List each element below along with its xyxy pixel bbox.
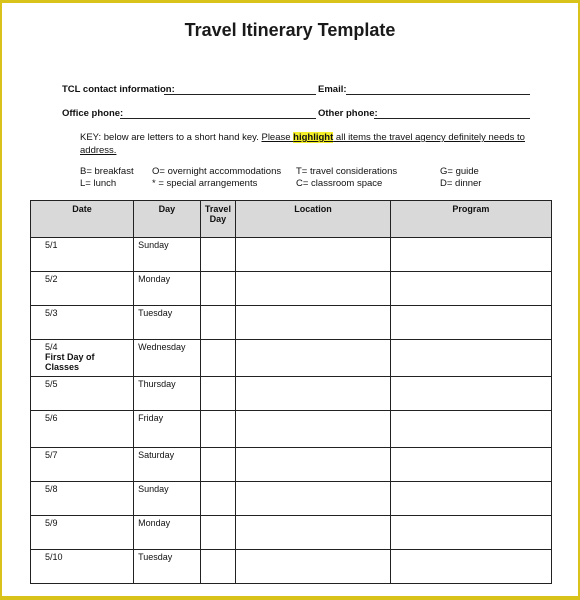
date-value: 5/2 xyxy=(45,274,58,284)
date-value: 5/9 xyxy=(45,518,58,528)
table-row xyxy=(31,550,552,584)
day-cell: Tuesday xyxy=(134,550,201,584)
tcl-contact-label: TCL contact information: xyxy=(62,84,175,95)
date-cell xyxy=(31,272,134,306)
date-cell xyxy=(31,238,134,272)
date-value: 5/3 xyxy=(45,308,58,318)
program-cell[interactable] xyxy=(390,482,551,516)
header-location: Location xyxy=(236,201,391,238)
location-cell[interactable] xyxy=(236,448,391,482)
date-cell xyxy=(31,377,134,411)
email-label: Email: xyxy=(318,84,347,95)
day-cell: Thursday xyxy=(134,377,201,411)
date-value: 5/10 xyxy=(45,552,63,562)
table-header-row xyxy=(31,201,552,238)
location-cell[interactable] xyxy=(236,377,391,411)
travel-day-cell[interactable] xyxy=(200,550,235,584)
legend-special: * = special arrangements xyxy=(152,178,258,189)
legend-col-1 xyxy=(80,166,134,190)
travel-day-cell[interactable] xyxy=(200,238,235,272)
office-phone-field[interactable] xyxy=(120,118,316,119)
legend-guide: G= guide xyxy=(440,166,479,177)
date-cell xyxy=(31,482,134,516)
legend-travel: T= travel considerations xyxy=(296,166,398,177)
day-cell: Friday xyxy=(134,411,201,448)
legend-col-2 xyxy=(152,166,281,190)
header-day: Day xyxy=(134,201,201,238)
table-row xyxy=(31,482,552,516)
travel-day-cell[interactable] xyxy=(200,411,235,448)
location-cell[interactable] xyxy=(236,272,391,306)
key-highlight: highlight xyxy=(293,132,334,143)
legend-dinner: D= dinner xyxy=(440,178,482,189)
day-cell: Sunday xyxy=(134,238,201,272)
date-cell xyxy=(31,411,134,448)
program-cell[interactable] xyxy=(390,238,551,272)
date-value: 5/8 xyxy=(45,484,58,494)
key-text-intro: KEY: below are letters to a short hand key. xyxy=(80,132,262,143)
page-title: Travel Itinerary Template xyxy=(184,20,396,40)
day-cell: Monday xyxy=(134,516,201,550)
travel-day-cell[interactable] xyxy=(200,340,235,377)
email-field[interactable] xyxy=(346,94,530,95)
date-cell xyxy=(31,448,134,482)
header-date: Date xyxy=(31,201,134,238)
location-cell[interactable] xyxy=(236,306,391,340)
program-cell[interactable] xyxy=(390,272,551,306)
header-program: Program xyxy=(390,201,551,238)
table-row xyxy=(31,306,552,340)
date-value: 5/7 xyxy=(45,450,58,460)
program-cell[interactable] xyxy=(390,411,551,448)
travel-day-cell[interactable] xyxy=(200,448,235,482)
travel-day-cell[interactable] xyxy=(200,272,235,306)
program-cell[interactable] xyxy=(390,448,551,482)
key-note xyxy=(80,131,540,157)
day-cell: Saturday xyxy=(134,448,201,482)
office-phone-label: Office phone: xyxy=(62,108,124,119)
table-row xyxy=(31,516,552,550)
date-cell xyxy=(31,306,134,340)
legend-lunch: L= lunch xyxy=(80,178,117,189)
program-cell[interactable] xyxy=(390,550,551,584)
location-cell[interactable] xyxy=(236,482,391,516)
date-value: 5/1 xyxy=(45,240,58,250)
location-cell[interactable] xyxy=(236,238,391,272)
key-text-please: Please xyxy=(261,132,294,143)
travel-day-cell[interactable] xyxy=(200,482,235,516)
table-row xyxy=(31,340,552,377)
day-cell: Wednesday xyxy=(134,340,201,377)
tcl-contact-field[interactable] xyxy=(164,94,316,95)
legend-classroom: C= classroom space xyxy=(296,178,383,189)
location-cell[interactable] xyxy=(236,411,391,448)
date-value: 5/5 xyxy=(45,379,58,389)
day-cell: Tuesday xyxy=(134,306,201,340)
legend-overnight: O= overnight accommodations xyxy=(152,166,282,177)
table-row xyxy=(31,377,552,411)
other-phone-label: Other phone: xyxy=(318,108,378,119)
location-cell[interactable] xyxy=(236,340,391,377)
travel-day-cell[interactable] xyxy=(200,516,235,550)
program-cell[interactable] xyxy=(390,340,551,377)
other-phone-field[interactable] xyxy=(374,118,530,119)
key-text-rest: all items the travel agency definitely needs to address. xyxy=(80,132,525,156)
program-cell[interactable] xyxy=(390,377,551,411)
header-travel-day: Travel Day xyxy=(200,201,235,238)
day-cell: Monday xyxy=(134,272,201,306)
travel-day-cell[interactable] xyxy=(200,306,235,340)
travel-day-cell[interactable] xyxy=(200,377,235,411)
date-value: 5/4 xyxy=(45,342,58,352)
date-cell xyxy=(31,340,134,377)
date-cell xyxy=(31,550,134,584)
legend-col-3 xyxy=(296,166,397,190)
date-value: 5/6 xyxy=(45,413,58,423)
table-row xyxy=(31,411,552,448)
legend-breakfast: B= breakfast xyxy=(80,166,134,177)
location-cell[interactable] xyxy=(236,550,391,584)
table-row xyxy=(31,238,552,272)
program-cell[interactable] xyxy=(390,306,551,340)
legend-col-4 xyxy=(440,166,481,190)
program-cell[interactable] xyxy=(390,516,551,550)
table-row xyxy=(31,272,552,306)
location-cell[interactable] xyxy=(236,516,391,550)
day-cell: Sunday xyxy=(134,482,201,516)
table-row xyxy=(31,448,552,482)
date-note: First Day of Classes xyxy=(45,352,95,372)
date-cell xyxy=(31,516,134,550)
itinerary-table xyxy=(30,200,552,584)
